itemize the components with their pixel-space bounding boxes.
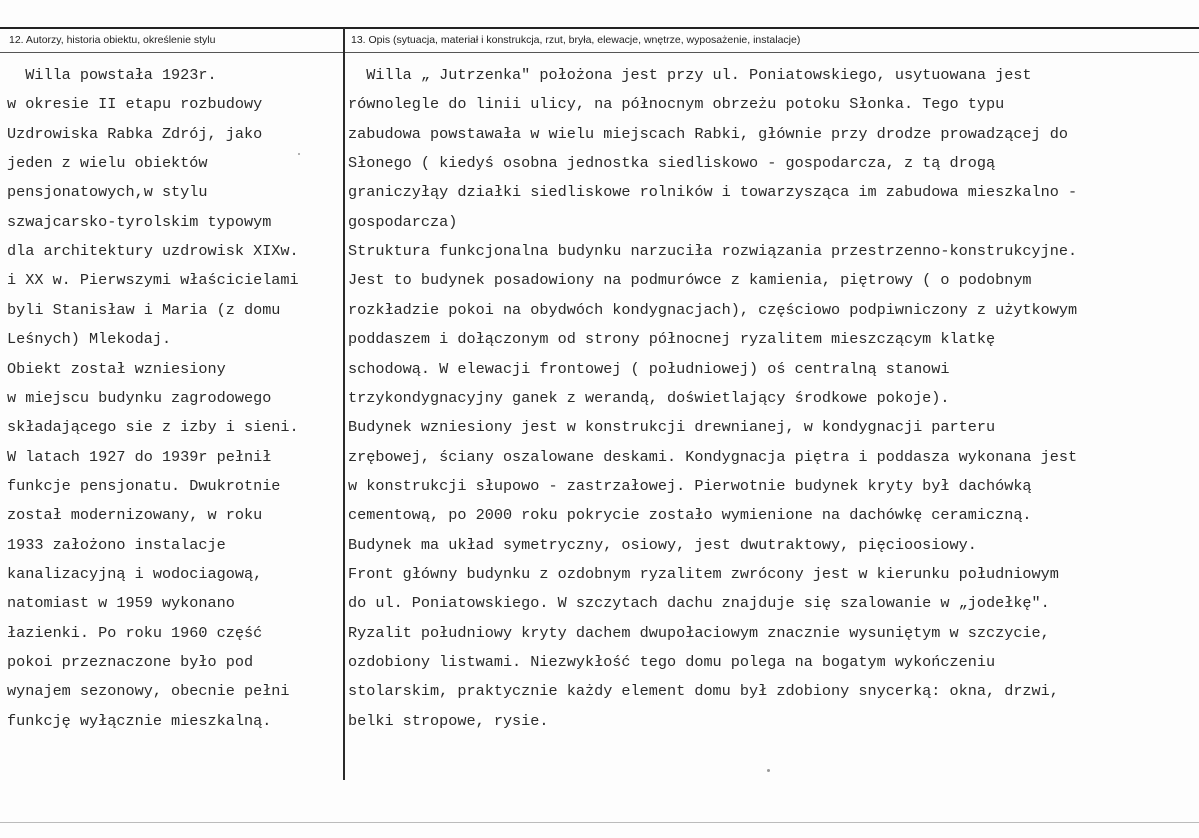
text-line: zabudowa powstawała w wielu miejscach Rabki, głównie przy drodze prowadzącej do xyxy=(348,124,1069,143)
text-line: 1933 założono instalacje xyxy=(7,535,226,554)
text-line: równolegle do linii ulicy, na północnym obrzeżu potoku Słonka. Tego typu xyxy=(348,95,1005,114)
text-line: natomiast w 1959 wykonano xyxy=(7,594,235,613)
text-line: trzykondygnacyjny ganek z werandą, doświetlający środkowe pokoje). xyxy=(348,388,950,407)
text-line: W latach 1927 do 1939r pełnił xyxy=(7,447,272,466)
text-line: składającego sie z izby i sieni. xyxy=(7,418,299,437)
text-line: funkcję wyłącznie mieszkalną. xyxy=(7,711,272,730)
section-13-header: 13. Opis (sytuacja, materiał i konstrukcja, rzut, bryła, elewacje, wnętrze, wyposażenie, instalacje) xyxy=(351,34,801,46)
scan-speck xyxy=(298,153,300,155)
text-line: schodową. W elewacji frontowej ( południowej) oś centralną stanowi xyxy=(348,359,950,378)
text-line: w konstrukcji słupowo - zastrzałowej. Pierwotnie budynek kryty był dachówką xyxy=(348,476,1032,495)
text-line: Słonego ( kiedyś osobna jednostka siedliskowo - gospodarcza, z tą drogą xyxy=(348,154,996,173)
text-line: w miejscu budynku zagrodowego xyxy=(7,388,272,407)
text-line: stolarskim, praktycznie każdy element domu był zdobiony snycerką: okna, drzwi, xyxy=(348,682,1059,701)
text-line: rozkładzie pokoi na obydwóch kondygnacjach), częściowo podpiwniczony z użytkowym xyxy=(348,300,1078,319)
text-line: został modernizowany, w roku xyxy=(7,506,263,525)
text-line: Uzdrowiska Rabka Zdrój, jako xyxy=(7,124,263,143)
text-line: szwajcarsko-tyrolskim typowym xyxy=(7,212,272,231)
text-line: byli Stanisław i Maria (z domu xyxy=(7,300,281,319)
text-line: poddaszem i dołączonym od strony północnej ryzalitem mieszczącym klatkę xyxy=(348,330,996,349)
text-line: Ryzalit południowy kryty dachem dwupołaciowym znacznie wysuniętym w szczycie, xyxy=(348,623,1050,642)
text-line: ozdobiony listwami. Niezwykłość tego domu polega na bogatym wykończeniu xyxy=(348,653,996,671)
text-line: Budynek wzniesiony jest w konstrukcji drewnianej, w kondygnacji parteru xyxy=(348,418,996,437)
text-line: i XX w. Pierwszymi właścicielami xyxy=(7,271,299,290)
text-line: Front główny budynku z ozdobnym ryzalitem zwrócony jest w kierunku południowym xyxy=(348,564,1059,583)
text-line: gospodarcza) xyxy=(348,212,458,231)
text-line: do ul. Poniatowskiego. W szczytach dachu znajduje się szalowanie w „jodełkę". xyxy=(348,594,1050,613)
text-line: Leśnych) Mlekodaj. xyxy=(7,330,172,349)
column-divider xyxy=(343,28,345,780)
text-line: łazienki. Po roku 1960 część xyxy=(7,623,263,642)
text-line: cementową, po 2000 roku pokrycie zostało wymienione na dachówkę ceramiczną. xyxy=(348,506,1032,525)
scan-speck xyxy=(767,769,770,772)
text-line: belki stropowe, rysie. xyxy=(348,711,549,730)
top-rule xyxy=(0,27,1199,29)
text-line: graniczyłąy działki siedliskowe rolników i towarzysząca im zabudowa mieszkalno - xyxy=(348,183,1078,202)
section-12-header: 12. Autorzy, historia obiektu, określenie stylu xyxy=(9,34,216,46)
text-line: Struktura funkcjonalna budynku narzuciła rozwiązania przestrzenno-konstrukcyjne. xyxy=(348,242,1078,261)
text-line: w okresie II etapu rozbudowy xyxy=(7,95,263,114)
text-line: wynajem sezonowy, obecnie pełni xyxy=(7,682,290,701)
text-line: Willa powstała 1923r. xyxy=(7,66,217,84)
text-line: Budynek ma układ symetryczny, osiowy, jest dwutraktowy, pięcioosiowy. xyxy=(348,535,977,554)
text-line: kanalizacyjną i wodociagową, xyxy=(7,564,263,583)
text-line: funkcje pensjonatu. Dwukrotnie xyxy=(7,476,281,495)
header-rule xyxy=(0,52,1199,53)
bottom-rule xyxy=(0,822,1199,823)
text-line: zrębowej, ściany oszalowane deskami. Kondygnacja piętra i poddasza wykonana jest xyxy=(348,447,1078,466)
text-line: pokoi przeznaczone było pod xyxy=(7,653,254,671)
text-line: pensjonatowych,w stylu xyxy=(7,183,208,202)
text-line: Obiekt został wzniesiony xyxy=(7,359,226,378)
text-line: Willa „ Jutrzenka" położona jest przy ul. Poniatowskiego, usytuowana jest xyxy=(348,66,1032,84)
text-line: Jest to budynek posadowiony na podmurówce z kamienia, piętrowy ( o podobnym xyxy=(348,271,1032,290)
text-line: dla architektury uzdrowisk XIXw. xyxy=(7,242,299,261)
text-line: jeden z wielu obiektów xyxy=(7,154,208,173)
